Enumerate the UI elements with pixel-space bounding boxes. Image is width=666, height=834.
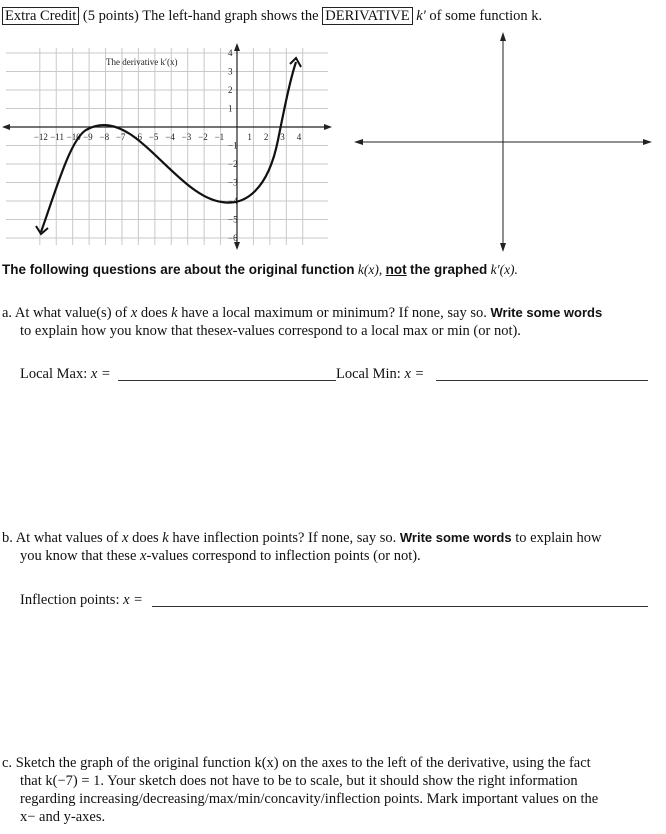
graph-label: The derivative k′(x) (106, 57, 178, 67)
question-b (2, 529, 652, 565)
y-axis-arrow-down (234, 242, 240, 250)
header-rest: of some function k. (429, 8, 543, 24)
qa-x: x (130, 305, 138, 321)
x-tick-label: −4 (165, 132, 175, 142)
x-tick-label: −9 (83, 132, 93, 142)
local-max-label (20, 366, 111, 383)
qc-line4: x− and y-axes. (20, 809, 106, 825)
y-tick-label: 2 (228, 85, 233, 95)
qc-line1: Sketch the graph of the original function k(x) on the axes to the left of the derivative, using the fact (15, 755, 591, 771)
x-tick-label: 2 (263, 132, 269, 142)
y-tick-label: −4 (228, 196, 238, 206)
x-tick-label: 3 (280, 132, 285, 142)
x-axis-arrow-right (324, 124, 332, 130)
y-tick-label: 4 (228, 48, 233, 58)
local-min-text: Local Min: (336, 366, 401, 382)
k-prime-symbol: k′ (416, 8, 426, 24)
local-max-answer-line[interactable] (118, 380, 336, 381)
intro-sentence (2, 262, 518, 278)
y-tick-label: −5 (228, 214, 238, 225)
sketch-y-arrow-up (500, 32, 506, 41)
x-tick-label: −11 (50, 132, 64, 142)
local-max-text: Local Max: (20, 366, 88, 382)
qc-line3: regarding increasing/decreasing/max/min/concavity/inflection points. Mark important values on the (20, 791, 599, 807)
qc-line2: that k(−7) = 1. Your sketch does not have to be to scale, but it should show the right information (20, 773, 578, 789)
qa-line2-post: -values correspond to a local max or min (or not). (232, 323, 521, 339)
points-text: (5 points) The left-hand graph shows the (82, 8, 319, 24)
x-tick-label: 1 (247, 132, 252, 142)
qa-bold: Write some words (490, 305, 603, 320)
x-tick-label: −1 (214, 132, 225, 142)
qb-line1-pre: At what values of (15, 530, 119, 546)
extra-credit-label: Extra Credit (2, 7, 79, 25)
y-tick-label: −1 (228, 140, 238, 151)
sketch-axes (350, 30, 656, 254)
x-tick-label: −6 (132, 132, 142, 142)
y-tick-label: −2 (228, 159, 238, 169)
qb-line1-end: to explain how (515, 530, 602, 546)
local-max-eq: x = (90, 366, 111, 382)
graph-grid (6, 48, 328, 245)
qb-line1-post: have inflection points? If none, say so. (172, 530, 397, 546)
x-tick-label: −3 (181, 132, 192, 142)
sketch-y-arrow-down (500, 243, 506, 252)
intro-fn: k(x), (357, 262, 383, 277)
derivative-graph (0, 40, 340, 258)
qb-x: x (122, 530, 129, 546)
x-tick-label: −5 (148, 132, 159, 142)
x-tick-label: 4 (296, 132, 302, 142)
x-tick-label: −2 (198, 132, 208, 142)
y-axis-arrow-up (234, 43, 240, 51)
qa-line1-post: have a local maximum or minimum? If none, say so. (181, 305, 487, 321)
qb-k: k (162, 530, 169, 546)
question-a (2, 304, 652, 340)
local-min-label (336, 366, 424, 383)
y-tick-label: 3 (228, 66, 233, 77)
derivative-word: DERIVATIVE (322, 7, 412, 25)
intro-not: not (385, 262, 407, 277)
local-min-eq: x = (404, 366, 425, 382)
qa-does: does (140, 305, 168, 321)
inflection-answer-line[interactable] (152, 606, 648, 607)
qa-k: k (171, 305, 178, 321)
x-tick-labels (34, 132, 302, 142)
y-tick-label: −6 (228, 233, 238, 243)
sketch-x-arrow-left (354, 139, 363, 145)
x-tick-label: −12 (33, 132, 48, 142)
y-tick-label: 1 (228, 103, 233, 114)
intro-text: The following questions are about the original function (2, 262, 355, 277)
qb-line2-post: -values correspond to inflection points (or not). (146, 548, 421, 564)
y-tick-label: −3 (228, 177, 238, 188)
qa-line1-pre: At what value(s) of (14, 305, 128, 321)
x-tick-label: −8 (99, 132, 110, 142)
qb-bold: Write some words (399, 530, 512, 545)
qb-xvals: x (140, 548, 147, 564)
question-c (2, 754, 652, 826)
qa-label: a. (2, 305, 13, 321)
qb-label: b. (2, 530, 13, 546)
qb-line2-pre: you know that these (20, 548, 137, 564)
x-axis-arrow-left (2, 124, 10, 130)
qa-line2-pre: to explain how you know that these (20, 323, 227, 339)
inflection-eq: x = (123, 592, 143, 608)
sketch-x-arrow-right (643, 139, 652, 145)
inflection-text: Inflection points: (20, 592, 120, 608)
qa-xvals: x (226, 323, 233, 339)
intro-fn2: k′(x). (490, 262, 518, 277)
x-tick-label: −10 (66, 132, 81, 142)
header-line (2, 8, 542, 25)
x-tick-label: −7 (115, 132, 126, 142)
inflection-label (20, 592, 143, 609)
intro-rest: the graphed (409, 262, 488, 277)
derivative-curve (41, 62, 296, 232)
local-min-answer-line[interactable] (436, 380, 648, 381)
qb-does: does (132, 530, 159, 546)
qc-label: c. (2, 755, 13, 771)
